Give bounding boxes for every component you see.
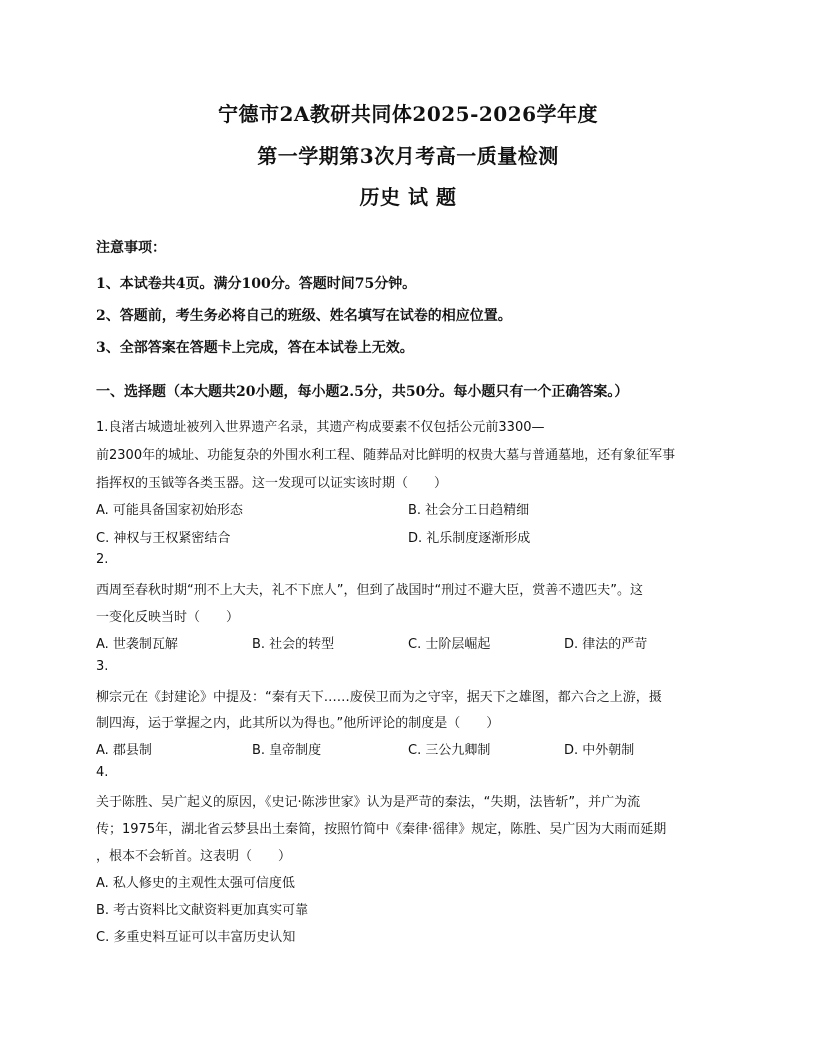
exam-subject-title: 历史 试 题 [359,185,457,209]
question-4-text: 传；1975年，湖北省云梦县出土秦简，按照竹简中《秦律·徭律》规定，陈胜、吴广因为大雨而延期 [96,822,667,837]
question-4-text: 关于陈胜、吴广起义的原因，《史记·陈涉世家》认为是严苛的秦法，“失期，法皆斩”，并广为流 [96,795,641,810]
question-1-option-c[interactable]: C. 神权与王权紧密结合 [96,531,231,546]
question-2-option-c[interactable]: C. 士阶层崛起 [408,637,491,652]
section-heading: 一、选择题（本大题共20小题，每小题2.5分，共50分。每小题只有一个正确答案。） [96,384,629,400]
question-3-option-a[interactable]: A. 郡县制 [96,743,152,758]
question-1-option-a[interactable]: A. 可能具备国家初始形态 [96,503,243,518]
question-1-option-d[interactable]: D. 礼乐制度逐渐形成 [408,531,531,546]
exam-title-line-1: 宁德市2A教研共同体2025-2026学年度 [217,102,599,126]
notice-heading: 注意事项： [96,240,166,256]
question-3-text: 柳宗元在《封建论》中提及：“秦有天下……废侯卫而为之守宰，据天下之雄图，都六合之上游，摄 [96,690,662,705]
question-1-option-b[interactable]: B. 社会分工日趋精细 [408,503,530,518]
question-3-text: 制四海，运于掌握之内，此其所以为得也。”他所评论的制度是（ ） [96,716,500,731]
question-3-option-b[interactable]: B. 皇帝制度 [252,743,322,758]
question-2-option-a[interactable]: A. 世袭制瓦解 [96,637,178,652]
question-4-option-b[interactable]: B. 考古资料比文献资料更加真实可靠 [96,903,309,918]
question-4-number: 4. [96,765,109,780]
question-2-option-d[interactable]: D. 律法的严苛 [564,637,648,652]
question-3-number: 3. [96,659,109,674]
notice-item: 3、全部答案在答题卡上完成，答在本试卷上无效。 [96,340,414,356]
question-4-option-c[interactable]: C. 多重史料互证可以丰富历史认知 [96,930,296,945]
question-3-option-d[interactable]: D. 中外朝制 [564,743,635,758]
question-1-text: 1.良渚古城遗址被列入世界遗产名录，其遗产构成要素不仅包括公元前3300— [96,420,545,435]
question-2-text: 西周至春秋时期“刑不上大夫，礼不下庶人”，但到了战国时“刑过不避大臣，赏善不遗匹夫”。这 [96,583,643,598]
notice-item: 1、本试卷共4页。满分100分。答题时间75分钟。 [96,276,417,292]
question-1-text: 前2300年的城址、功能复杂的外围水利工程、随葬品对比鲜明的权贵大墓与普通墓地，还有象征军事 [96,448,676,463]
question-2-number: 2. [96,552,109,567]
question-4-option-a[interactable]: A. 私人修史的主观性太强可信度低 [96,876,295,891]
exam-title-line-2: 第一学期第3次月考高一质量检测 [257,144,559,168]
question-3-option-c[interactable]: C. 三公九卿制 [408,743,491,758]
question-4-text: ，根本不会斩首。这表明（ ） [96,849,292,864]
question-2-option-b[interactable]: B. 社会的转型 [252,637,335,652]
question-2-text: 一变化反映当时（ ） [96,610,240,625]
notice-item: 2、答题前，考生务必将自己的班级、姓名填写在试卷的相应位置。 [96,308,512,324]
question-1-text: 指挥权的玉钺等各类玉器。这一发现可以证实该时期（ ） [96,476,448,491]
